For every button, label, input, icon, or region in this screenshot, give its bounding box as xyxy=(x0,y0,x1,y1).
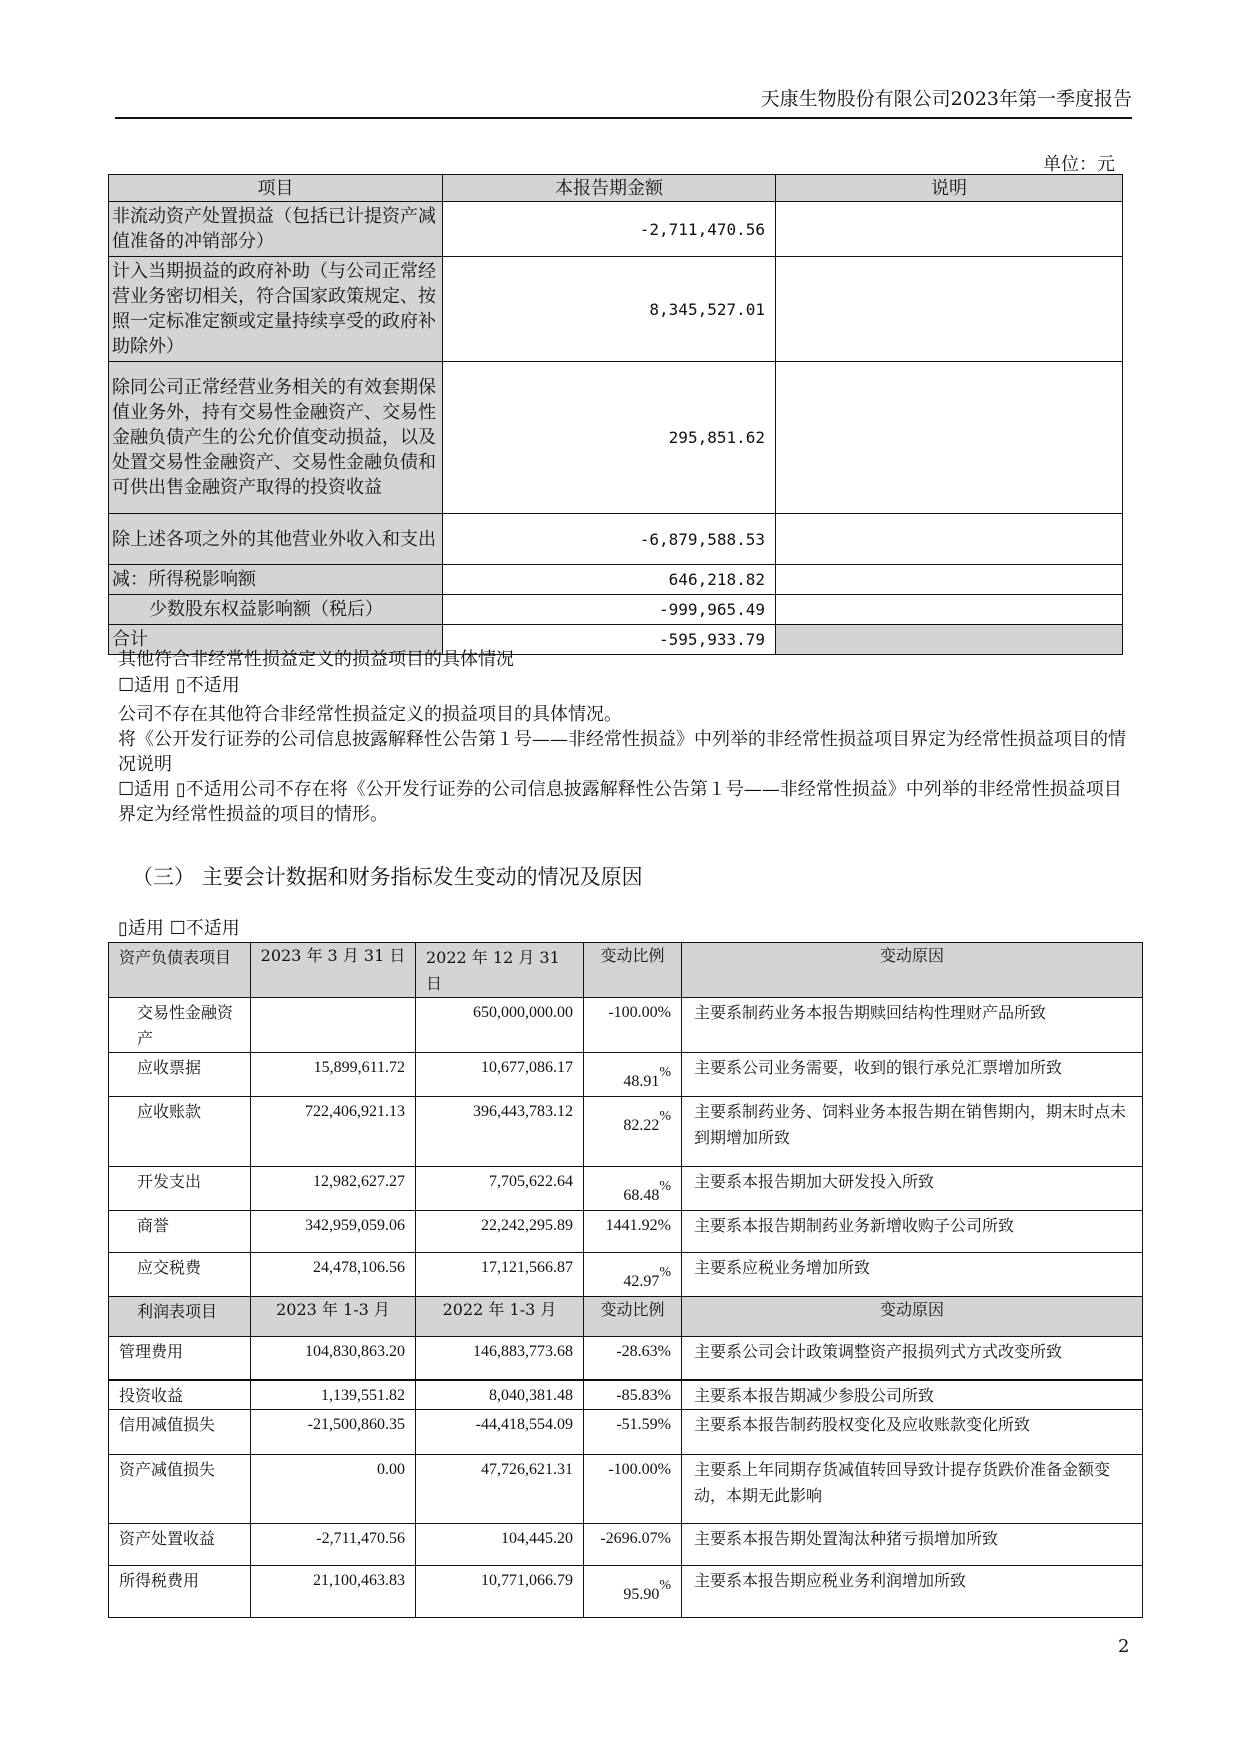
table-row xyxy=(109,1211,1143,1253)
item-cell: 应收票据 xyxy=(109,1053,251,1097)
previous-value: 22,242,295.89 xyxy=(416,1211,584,1253)
reason-cell: 主要系应税业务增加所致 xyxy=(682,1253,1143,1297)
note-cell xyxy=(776,202,1123,257)
change-pct: -85.83% xyxy=(584,1380,682,1410)
current-value: 15,899,611.72 xyxy=(251,1053,416,1097)
item-cell: 合计 xyxy=(109,625,443,655)
amount-cell: -999,965.49 xyxy=(443,595,776,625)
item-cell: 管理费用 xyxy=(109,1337,251,1380)
report-title: 天康生物股份有限公司2023年第一季度报告 xyxy=(760,88,1132,110)
table-row xyxy=(109,998,1143,1053)
table-row xyxy=(109,1566,1143,1618)
table-row xyxy=(109,565,1123,595)
table-row xyxy=(109,1410,1143,1455)
paragraph: 公司不存在其他符合非经常性损益定义的损益项目的具体情况。 xyxy=(118,704,622,725)
previous-value: 10,771,066.79 xyxy=(416,1566,584,1618)
item-cell: 交易性金融资产 xyxy=(109,998,251,1053)
previous-value: 7,705,622.64 xyxy=(416,1167,584,1211)
previous-value: 10,677,086.17 xyxy=(416,1053,584,1097)
table-row xyxy=(109,202,1123,257)
item-cell: 除同公司正常经营业务相关的有效套期保值业务外，持有交易性金融资产、交易性金融负债产生的公允价值变动损益，以及处置交易性金融资产、交易性金融负债和可供出售金融资产取得的投资收益 xyxy=(109,362,443,514)
item-cell: 除上述各项之外的其他营业外收入和支出 xyxy=(109,514,443,565)
table-row xyxy=(109,1337,1143,1380)
note-cell xyxy=(776,514,1123,565)
table-row xyxy=(109,257,1123,362)
paragraph: 其他符合非经常性损益定义的损益项目的具体情况 xyxy=(118,649,514,670)
current-value: 24,478,106.56 xyxy=(251,1253,416,1297)
current-value: -21,500,860.35 xyxy=(251,1410,416,1455)
changes-table xyxy=(108,942,1143,1618)
paragraph: 将《公开发行证券的公司信息披露解释性公告第１号——非经常性损益》中列举的非经常性损益项目界定为经常性损益项目的情况说明 xyxy=(118,729,1126,775)
change-pct: 48.91% xyxy=(584,1053,682,1097)
column-header: 变动比例 xyxy=(584,1297,682,1337)
change-pct: -100.00% xyxy=(584,998,682,1053)
column-header: 变动原因 xyxy=(682,943,1143,998)
table-header-row xyxy=(109,175,1123,202)
table-row xyxy=(109,514,1123,565)
item-cell: 资产处置收益 xyxy=(109,1524,251,1566)
reason-cell: 主要系本报告期处置淘汰种猪亏损增加所致 xyxy=(682,1524,1143,1566)
amount-cell: 295,851.62 xyxy=(443,362,776,514)
previous-value: 8,040,381.48 xyxy=(416,1380,584,1410)
table-row xyxy=(109,1053,1143,1097)
column-header: 说明 xyxy=(776,175,1123,202)
item-cell: 非流动资产处置损益（包括已计提资产减值准备的冲销部分） xyxy=(109,202,443,257)
current-value xyxy=(251,998,416,1053)
paragraph: ☐适用 ▯不适用公司不存在将《公开发行证券的公司信息披露解释性公告第１号——非经常性损益》中列举的非经常性损益项目界定为经常性损益的项目的情形。 xyxy=(118,779,1122,825)
amount-cell: -6,879,588.53 xyxy=(443,514,776,565)
item-cell: 应收账款 xyxy=(109,1097,251,1167)
item-cell: 信用减值损失 xyxy=(109,1410,251,1455)
current-value: 104,830,863.20 xyxy=(251,1337,416,1380)
item-cell: 应交税费 xyxy=(109,1253,251,1297)
applicability-note: ☐适用 ▯不适用 xyxy=(118,675,240,696)
current-value: 342,959,059.06 xyxy=(251,1211,416,1253)
balance-header-row xyxy=(109,943,1143,998)
item-cell: 减：所得税影响额 xyxy=(109,565,443,595)
table-row xyxy=(109,1253,1143,1297)
current-value: 1,139,551.82 xyxy=(251,1380,416,1410)
column-header: 本报告期金额 xyxy=(443,175,776,202)
item-cell: 少数股东权益影响额（税后） xyxy=(109,595,443,625)
item-cell: 投资收益 xyxy=(109,1380,251,1410)
change-pct: -100.00% xyxy=(584,1455,682,1524)
column-header: 利润表项目 xyxy=(109,1297,251,1337)
item-cell: 开发支出 xyxy=(109,1167,251,1211)
current-value: 21,100,463.83 xyxy=(251,1566,416,1618)
applicability-note: ▯适用 ☐不适用 xyxy=(118,918,240,939)
item-cell: 资产减值损失 xyxy=(109,1455,251,1524)
table-row xyxy=(109,1097,1143,1167)
reason-cell: 主要系制药业务、饲料业务本报告期在销售期内，期末时点未到期增加所致 xyxy=(682,1097,1143,1167)
table-row xyxy=(109,1524,1143,1566)
note-cell xyxy=(776,257,1123,362)
change-pct: 95.90% xyxy=(584,1566,682,1618)
change-pct: 1441.92% xyxy=(584,1211,682,1253)
previous-value: 17,121,566.87 xyxy=(416,1253,584,1297)
amount-cell: 8,345,527.01 xyxy=(443,257,776,362)
table-row xyxy=(109,362,1123,514)
amount-cell: -595,933.79 xyxy=(443,625,776,655)
table-row xyxy=(109,1380,1143,1410)
previous-value: 104,445.20 xyxy=(416,1524,584,1566)
previous-value: 47,726,621.31 xyxy=(416,1455,584,1524)
reason-cell: 主要系本报告期加大研发投入所致 xyxy=(682,1167,1143,1211)
change-pct: 42.97% xyxy=(584,1253,682,1297)
reason-cell: 主要系本报告期制药业务新增收购子公司所致 xyxy=(682,1211,1143,1253)
change-pct: -51.59% xyxy=(584,1410,682,1455)
table-row xyxy=(109,1455,1143,1524)
page-number: 2 xyxy=(1118,1636,1130,1657)
change-pct: -2696.07% xyxy=(584,1524,682,1566)
page-header xyxy=(115,85,1132,119)
current-value: 12,982,627.27 xyxy=(251,1167,416,1211)
column-header: 变动原因 xyxy=(682,1297,1143,1337)
reason-cell: 主要系本报告期减少参股公司所致 xyxy=(682,1380,1143,1410)
amount-cell: -2,711,470.56 xyxy=(443,202,776,257)
reason-cell: 主要系本报告制药股权变化及应收账款变化所致 xyxy=(682,1410,1143,1455)
column-header: 资产负债表项目 xyxy=(109,943,251,998)
reason-cell: 主要系公司业务需要，收到的银行承兑汇票增加所致 xyxy=(682,1053,1143,1097)
item-cell: 所得税费用 xyxy=(109,1566,251,1618)
note-cell xyxy=(776,565,1123,595)
column-header: 2023 年 3 月 31 日 xyxy=(251,943,416,998)
income-header-row xyxy=(109,1297,1143,1337)
nonrecurring-table xyxy=(108,174,1123,655)
previous-value: 650,000,000.00 xyxy=(416,998,584,1053)
column-header: 2022 年 12 月 31 日 xyxy=(416,943,584,998)
change-pct: -28.63% xyxy=(584,1337,682,1380)
current-value: 722,406,921.13 xyxy=(251,1097,416,1167)
table-row xyxy=(109,1167,1143,1211)
section-heading: （三） 主要会计数据和财务指标发生变动的情况及原因 xyxy=(132,865,643,889)
reason-cell: 主要系上年同期存货减值转回导致计提存货跌价准备金额变动，本期无此影响 xyxy=(682,1455,1143,1524)
unit-label: 单位：元 xyxy=(1043,154,1115,175)
previous-value: 146,883,773.68 xyxy=(416,1337,584,1380)
previous-value: 396,443,783.12 xyxy=(416,1097,584,1167)
amount-cell: 646,218.82 xyxy=(443,565,776,595)
column-header: 2022 年 1-3 月 xyxy=(416,1297,584,1337)
reason-cell: 主要系本报告期应税业务利润增加所致 xyxy=(682,1566,1143,1618)
change-pct: 82.22% xyxy=(584,1097,682,1167)
column-header: 变动比例 xyxy=(584,943,682,998)
note-cell xyxy=(776,595,1123,625)
item-cell: 商誉 xyxy=(109,1211,251,1253)
table-row xyxy=(109,595,1123,625)
column-header: 2023 年 1-3 月 xyxy=(251,1297,416,1337)
item-cell: 计入当期损益的政府补助（与公司正常经营业务密切相关，符合国家政策规定、按照一定标准定额或定量持续享受的政府补助除外） xyxy=(109,257,443,362)
current-value: 0.00 xyxy=(251,1455,416,1524)
reason-cell: 主要系公司会计政策调整资产报损列式方式改变所致 xyxy=(682,1337,1143,1380)
note-cell xyxy=(776,362,1123,514)
reason-cell: 主要系制药业务本报告期赎回结构性理财产品所致 xyxy=(682,998,1143,1053)
current-value: -2,711,470.56 xyxy=(251,1524,416,1566)
change-pct: 68.48% xyxy=(584,1167,682,1211)
previous-value: -44,418,554.09 xyxy=(416,1410,584,1455)
column-header: 项目 xyxy=(109,175,443,202)
